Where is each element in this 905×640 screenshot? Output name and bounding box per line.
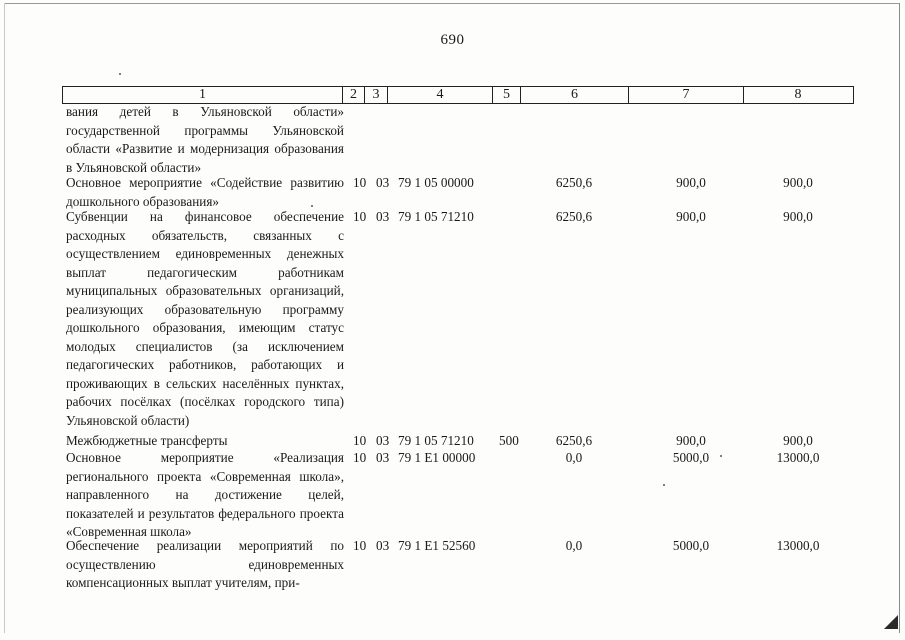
row-csr: 79 1 05 71210 bbox=[398, 209, 474, 224]
row-value-6: 6250,6 bbox=[555, 209, 593, 224]
scan-speck bbox=[720, 455, 722, 457]
header-col-7: 7 bbox=[682, 87, 690, 102]
header-col-1: 1 bbox=[199, 87, 206, 102]
row-value-6: 0,0 bbox=[565, 450, 583, 465]
header-col-5: 5 bbox=[503, 87, 510, 102]
header-col-8: 8 bbox=[794, 87, 802, 102]
page-corner-mark bbox=[884, 615, 898, 629]
row-pr: 03 bbox=[376, 450, 390, 465]
scan-speck bbox=[663, 484, 665, 486]
row-csr: 79 1 05 71210 bbox=[398, 433, 474, 448]
row-vr: 500 bbox=[499, 433, 519, 448]
row-value-6: 6250,6 bbox=[555, 433, 593, 448]
row-value-8: 13000,0 bbox=[776, 450, 820, 465]
row-rz: 10 bbox=[353, 450, 367, 465]
scan-edge-right bbox=[899, 3, 900, 633]
scan-edge-left bbox=[4, 3, 5, 633]
row-rz: 10 bbox=[353, 538, 367, 553]
row-csr: 79 1 E1 00000 bbox=[398, 450, 476, 465]
row-description: Основное мероприятие «Реализация регионального проекта «Современная школа», направленного на достижение целей, показателей и результатов федерального проекта «Современная школа» bbox=[66, 450, 344, 539]
row-description: вания детей в Ульяновской области» государственной программы Ульяновской области «Развитие и модернизация образования в Ульяновской области» bbox=[66, 104, 344, 175]
row-value-7: 5000,0 bbox=[672, 450, 710, 465]
header-col-2: 2 bbox=[350, 87, 357, 102]
row-value-8: 900,0 bbox=[783, 209, 813, 224]
scan-speck bbox=[119, 73, 121, 75]
scan-speck bbox=[311, 205, 313, 207]
page-number: 690 bbox=[440, 32, 465, 48]
row-csr: 79 1 E1 52560 bbox=[398, 538, 476, 553]
row-description: Основное мероприятие «Содействие развитию дошкольного образования» bbox=[66, 175, 344, 209]
row-value-8: 13000,0 bbox=[776, 538, 820, 553]
row-rz: 10 bbox=[353, 209, 367, 224]
row-rz: 10 bbox=[353, 433, 367, 448]
row-value-7: 900,0 bbox=[676, 433, 706, 448]
row-value-8: 900,0 bbox=[783, 433, 813, 448]
scan-edge-top bbox=[4, 3, 899, 4]
row-pr: 03 bbox=[376, 209, 390, 224]
row-pr: 03 bbox=[376, 175, 390, 190]
row-value-6: 6250,6 bbox=[555, 175, 593, 190]
header-col-6: 6 bbox=[571, 87, 578, 102]
row-value-7: 900,0 bbox=[676, 209, 706, 224]
row-value-7: 5000,0 bbox=[672, 538, 710, 553]
row-value-6: 0,0 bbox=[565, 538, 583, 553]
row-value-8: 900,0 bbox=[783, 175, 813, 190]
row-description: Обеспечение реализации мероприятий по осуществлению единовременных компенсационных выплат учителям, при- bbox=[66, 538, 344, 590]
row-pr: 03 bbox=[376, 433, 390, 448]
row-value-7: 900,0 bbox=[676, 175, 706, 190]
row-description: Субвенции на финансовое обеспечение расходных обязательств, связанных с осуществлением единовременных денежных выплат педагогическим работникам муниципальных образовательных организаций, реализующих образовательную программу дошкольного образования, имеющим статус молодых специалистов (за исключением педагогических работников, работающих и проживающих в сельских населённых пунктах, рабочих посёлках (посёлках городского типа) Ульяновской области) bbox=[66, 209, 344, 428]
row-pr: 03 bbox=[376, 538, 390, 553]
row-rz: 10 bbox=[353, 175, 367, 190]
header-col-4: 4 bbox=[436, 87, 444, 102]
row-description: Межбюджетные трансферты bbox=[66, 433, 228, 448]
table-header-row bbox=[62, 86, 854, 104]
row-csr: 79 1 05 00000 bbox=[398, 175, 474, 190]
header-col-3: 3 bbox=[372, 87, 380, 102]
